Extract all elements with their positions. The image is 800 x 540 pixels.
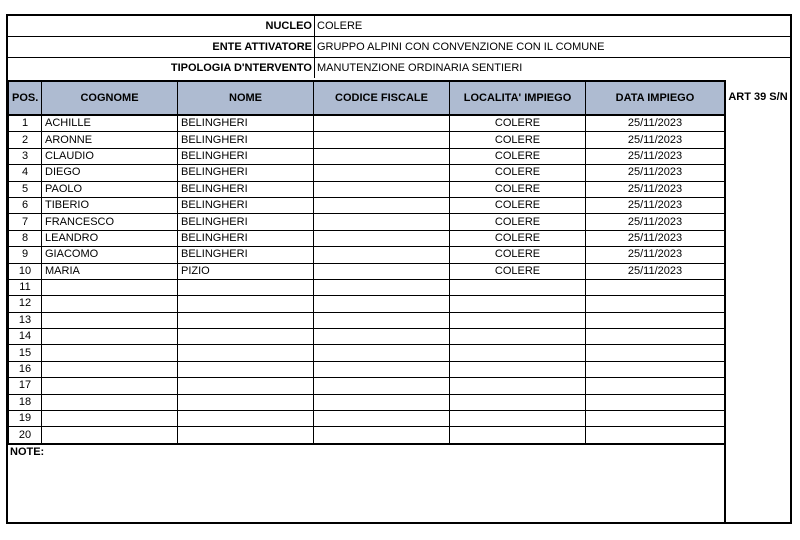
cell-pos: 13	[9, 312, 42, 328]
table-row	[9, 263, 725, 279]
tipologia-value[interactable]: MANUTENZIONE ORDINARIA SENTIERI	[317, 62, 523, 74]
cell-localita[interactable]: COLERE	[450, 263, 586, 279]
col-header-data: DATA IMPIEGO	[586, 81, 725, 115]
table-row	[9, 279, 725, 295]
cell-pos: 8	[9, 230, 42, 246]
cell-data[interactable]: 25/11/2023	[586, 247, 725, 263]
cell-localita[interactable]	[450, 411, 586, 427]
cell-pos: 14	[9, 329, 42, 345]
cell-cognome[interactable]: MARIA	[42, 263, 178, 279]
cell-cognome[interactable]	[42, 279, 178, 295]
cell-cognome[interactable]	[42, 329, 178, 345]
cell-data[interactable]: 25/11/2023	[586, 214, 725, 230]
table-row	[9, 312, 725, 328]
cell-nome[interactable]	[178, 378, 314, 394]
cell-nome[interactable]: BELINGHERI	[178, 247, 314, 263]
cell-nome[interactable]: BELINGHERI	[178, 165, 314, 181]
cell-data[interactable]: 25/11/2023	[586, 132, 725, 148]
cell-cognome[interactable]	[42, 378, 178, 394]
cell-localita[interactable]	[450, 296, 586, 312]
cell-codice-fiscale[interactable]	[314, 230, 450, 246]
cell-codice-fiscale[interactable]	[314, 181, 450, 197]
ente-row	[8, 37, 790, 58]
cell-cognome[interactable]: LEANDRO	[42, 230, 178, 246]
table-row	[9, 165, 725, 181]
cell-pos: 17	[9, 378, 42, 394]
personnel-table	[8, 80, 725, 445]
cell-cognome[interactable]: GIACOMO	[42, 247, 178, 263]
table-row	[9, 329, 725, 345]
cell-codice-fiscale[interactable]	[314, 132, 450, 148]
cell-pos: 5	[9, 181, 42, 197]
table-row	[9, 378, 725, 394]
ente-value[interactable]: GRUPPO ALPINI CON CONVENZIONE CON IL COMUNE	[317, 41, 605, 53]
cell-codice-fiscale[interactable]	[314, 329, 450, 345]
cell-localita[interactable]: COLERE	[450, 181, 586, 197]
nucleo-value[interactable]: COLERE	[317, 20, 363, 32]
cell-pos: 1	[9, 115, 42, 132]
cell-codice-fiscale[interactable]	[314, 197, 450, 213]
cell-nome[interactable]: BELINGHERI	[178, 230, 314, 246]
table-header-row	[9, 81, 725, 115]
cell-data[interactable]: 25/11/2023	[586, 165, 725, 181]
cell-cognome[interactable]: TIBERIO	[42, 197, 178, 213]
cell-cognome[interactable]: CLAUDIO	[42, 148, 178, 164]
cell-cognome[interactable]	[42, 361, 178, 377]
cell-pos: 16	[9, 361, 42, 377]
cell-nome[interactable]	[178, 411, 314, 427]
cell-nome[interactable]: BELINGHERI	[178, 148, 314, 164]
cell-cognome[interactable]	[42, 312, 178, 328]
cell-nome[interactable]: BELINGHERI	[178, 181, 314, 197]
cell-pos: 4	[9, 165, 42, 181]
cell-codice-fiscale[interactable]	[314, 165, 450, 181]
table-row	[9, 132, 725, 148]
cell-pos: 9	[9, 247, 42, 263]
table-row	[9, 181, 725, 197]
cell-codice-fiscale[interactable]	[314, 427, 450, 444]
cell-data[interactable]: 25/11/2023	[586, 181, 725, 197]
cell-cognome[interactable]: ARONNE	[42, 132, 178, 148]
cell-nome[interactable]	[178, 394, 314, 410]
cell-codice-fiscale[interactable]	[314, 378, 450, 394]
cell-codice-fiscale[interactable]	[314, 247, 450, 263]
cell-data[interactable]: 25/11/2023	[586, 148, 725, 164]
cell-nome[interactable]	[178, 329, 314, 345]
cell-codice-fiscale[interactable]	[314, 345, 450, 361]
cell-localita[interactable]	[450, 279, 586, 295]
table-row	[9, 296, 725, 312]
cell-nome[interactable]	[178, 361, 314, 377]
cell-nome[interactable]	[178, 296, 314, 312]
cell-pos: 20	[9, 427, 42, 444]
cell-pos: 2	[9, 132, 42, 148]
table-row	[9, 148, 725, 164]
cell-localita[interactable]	[450, 378, 586, 394]
cell-data[interactable]	[586, 329, 725, 345]
tipologia-row	[8, 58, 790, 79]
cell-nome[interactable]	[178, 279, 314, 295]
cell-codice-fiscale[interactable]	[314, 312, 450, 328]
col-header-codice-fiscale: CODICE FISCALE	[314, 81, 450, 115]
cell-nome[interactable]: BELINGHERI	[178, 214, 314, 230]
cell-codice-fiscale[interactable]	[314, 263, 450, 279]
cell-codice-fiscale[interactable]	[314, 411, 450, 427]
col-header-art39: ART 39 S/N	[728, 91, 788, 103]
cell-localita[interactable]	[450, 312, 586, 328]
table-row	[9, 361, 725, 377]
cell-data[interactable]	[586, 296, 725, 312]
cell-nome[interactable]	[178, 312, 314, 328]
cell-localita[interactable]: COLERE	[450, 214, 586, 230]
cell-cognome[interactable]	[42, 345, 178, 361]
table-row	[9, 230, 725, 246]
cell-pos: 3	[9, 148, 42, 164]
cell-data[interactable]	[586, 345, 725, 361]
cell-cognome[interactable]	[42, 427, 178, 444]
cell-data[interactable]: 25/11/2023	[586, 230, 725, 246]
cell-pos: 19	[9, 411, 42, 427]
art39-column	[724, 80, 790, 522]
cell-pos: 18	[9, 394, 42, 410]
table-row	[9, 427, 725, 444]
cell-data[interactable]	[586, 411, 725, 427]
cell-codice-fiscale[interactable]	[314, 148, 450, 164]
cell-localita[interactable]	[450, 329, 586, 345]
cell-cognome[interactable]	[42, 394, 178, 410]
cell-nome[interactable]: BELINGHERI	[178, 197, 314, 213]
nucleo-label: NUCLEO	[8, 16, 315, 36]
cell-pos: 6	[9, 197, 42, 213]
cell-cognome[interactable]: ACHILLE	[42, 115, 178, 132]
cell-data[interactable]	[586, 378, 725, 394]
cell-cognome[interactable]: DIEGO	[42, 165, 178, 181]
cell-data[interactable]: 25/11/2023	[586, 197, 725, 213]
cell-pos: 7	[9, 214, 42, 230]
cell-cognome[interactable]: PAOLO	[42, 181, 178, 197]
cell-localita[interactable]: COLERE	[450, 247, 586, 263]
cell-localita[interactable]: COLERE	[450, 115, 586, 132]
table-row	[9, 411, 725, 427]
cell-nome[interactable]	[178, 345, 314, 361]
cell-data[interactable]	[586, 279, 725, 295]
table-row	[9, 345, 725, 361]
cell-cognome[interactable]	[42, 411, 178, 427]
cell-localita[interactable]: COLERE	[450, 197, 586, 213]
cell-nome[interactable]: PIZIO	[178, 263, 314, 279]
cell-codice-fiscale[interactable]	[314, 214, 450, 230]
table-row	[9, 115, 725, 132]
table-body	[9, 115, 725, 444]
cell-data[interactable]	[586, 427, 725, 444]
cell-cognome[interactable]	[42, 296, 178, 312]
cell-data[interactable]: 25/11/2023	[586, 263, 725, 279]
form-sheet	[6, 14, 792, 524]
cell-codice-fiscale[interactable]	[314, 296, 450, 312]
cell-data[interactable]	[586, 361, 725, 377]
nucleo-row	[8, 16, 790, 37]
cell-codice-fiscale[interactable]	[314, 394, 450, 410]
cell-pos: 12	[9, 296, 42, 312]
col-header-localita: LOCALITA' IMPIEGO	[450, 81, 586, 115]
notes-label: NOTE:	[10, 446, 45, 458]
table-row	[9, 214, 725, 230]
cell-data[interactable]: 25/11/2023	[586, 115, 725, 132]
cell-pos: 11	[9, 279, 42, 295]
cell-localita[interactable]	[450, 361, 586, 377]
cell-localita[interactable]: COLERE	[450, 230, 586, 246]
cell-nome[interactable]: BELINGHERI	[178, 132, 314, 148]
cell-localita[interactable]: COLERE	[450, 132, 586, 148]
cell-data[interactable]	[586, 312, 725, 328]
cell-localita[interactable]	[450, 394, 586, 410]
cell-codice-fiscale[interactable]	[314, 115, 450, 132]
col-header-pos: POS.	[9, 81, 42, 115]
cell-localita[interactable]	[450, 427, 586, 444]
tipologia-label: TIPOLOGIA D'NTERVENTO	[8, 58, 315, 78]
cell-localita[interactable]: COLERE	[450, 148, 586, 164]
table-row	[9, 247, 725, 263]
table-row	[9, 197, 725, 213]
cell-nome[interactable]	[178, 427, 314, 444]
cell-nome[interactable]: BELINGHERI	[178, 115, 314, 132]
table-row	[9, 394, 725, 410]
cell-codice-fiscale[interactable]	[314, 361, 450, 377]
cell-pos: 15	[9, 345, 42, 361]
cell-cognome[interactable]: FRANCESCO	[42, 214, 178, 230]
cell-localita[interactable]	[450, 345, 586, 361]
cell-localita[interactable]: COLERE	[450, 165, 586, 181]
ente-label: ENTE ATTIVATORE	[8, 37, 315, 57]
col-header-cognome: COGNOME	[42, 81, 178, 115]
cell-pos: 10	[9, 263, 42, 279]
col-header-nome: NOME	[178, 81, 314, 115]
cell-codice-fiscale[interactable]	[314, 279, 450, 295]
cell-data[interactable]	[586, 394, 725, 410]
